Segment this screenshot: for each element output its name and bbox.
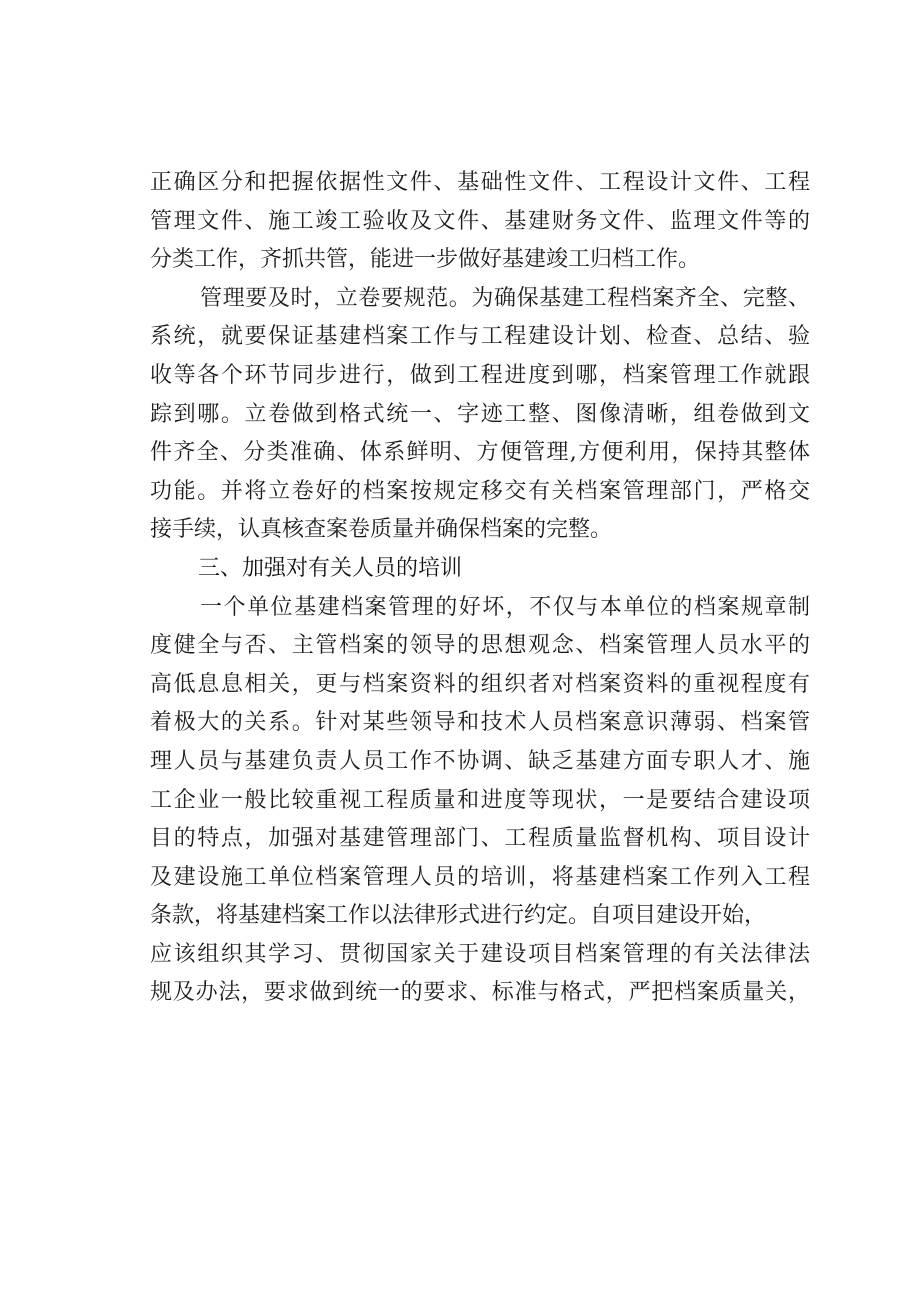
paragraph-3-line-6: 工企业一般比较重视工程质量和进度等现状，一是要结合建设项 (150, 787, 810, 813)
paragraph-3-line-8: 及建设施工单位档案管理人员的培训，将基建档案工作列入工程 (150, 864, 810, 890)
paragraph-2-line-1: 管理要及时，立卷要规范。为确保基建工程档案齐全、完整、 (200, 285, 810, 311)
paragraph-2-line-4: 踪到哪。立卷做到格式统一、字迹工整、图像清晰，组卷做到文 (150, 401, 810, 427)
paragraph-1-line-3: 分类工作，齐抓共管，能进一步做好基建竣工归档工作。 (150, 247, 701, 273)
section-heading: 三、加强对有关人员的培训 (198, 555, 463, 581)
paragraph-2-line-5: 件齐全、分类准确、体系鲜明、方便管理,方便利用，保持其整体 (150, 440, 810, 466)
paragraph-3-line-2: 度健全与否、主管档案的领导的思想观念、档案管理人员水平的 (150, 633, 810, 659)
document-body (150, 164, 810, 1013)
paragraph-2-line-7: 接手续，认真核查案卷质量并确保档案的完整。 (150, 517, 613, 543)
paragraph-3-line-3: 高低息息相关，更与档案资料的组织者对档案资料的重视程度有 (150, 671, 810, 697)
paragraph-3-line-9: 条款，将基建档案工作以法律形式进行约定。自项目建设开始， (150, 903, 767, 929)
paragraph-1-line-2: 管理文件、施工竣工验收及文件、基建财务文件、监理文件等的 (150, 208, 810, 234)
paragraph-3-line-4: 着极大的关系。针对某些领导和技术人员档案意识薄弱、档案管 (150, 710, 810, 736)
paragraph-3-line-10: 应该组织其学习、贯彻国家关于建设项目档案管理的有关法律法 (150, 941, 810, 967)
paragraph-2-line-3: 收等各个环节同步进行，做到工程进度到哪，档案管理工作就跟 (150, 362, 810, 388)
paragraph-3-line-1: 一个单位基建档案管理的好坏，不仅与本单位的档案规章制 (200, 594, 810, 620)
paragraph-3-line-7: 目的特点，加强对基建管理部门、工程质量监督机构、项目设计 (150, 826, 810, 852)
paragraph-3-line-5: 理人员与基建负责人员工作不协调、缺乏基建方面专职人才、施 (150, 748, 810, 774)
paragraph-2-line-6: 功能。并将立卷好的档案按规定移交有关档案管理部门，严格交 (150, 478, 810, 504)
paragraph-1-line-1: 正确区分和把握依据性文件、基础性文件、工程设计文件、工程 (150, 170, 810, 195)
paragraph-3-line-11: 规及办法，要求做到统一的要求、标准与格式，严把档案质量关， (150, 980, 810, 1006)
paragraph-2-line-2: 系统，就要保证基建档案工作与工程建设计划、检查、总结、验 (150, 324, 810, 350)
